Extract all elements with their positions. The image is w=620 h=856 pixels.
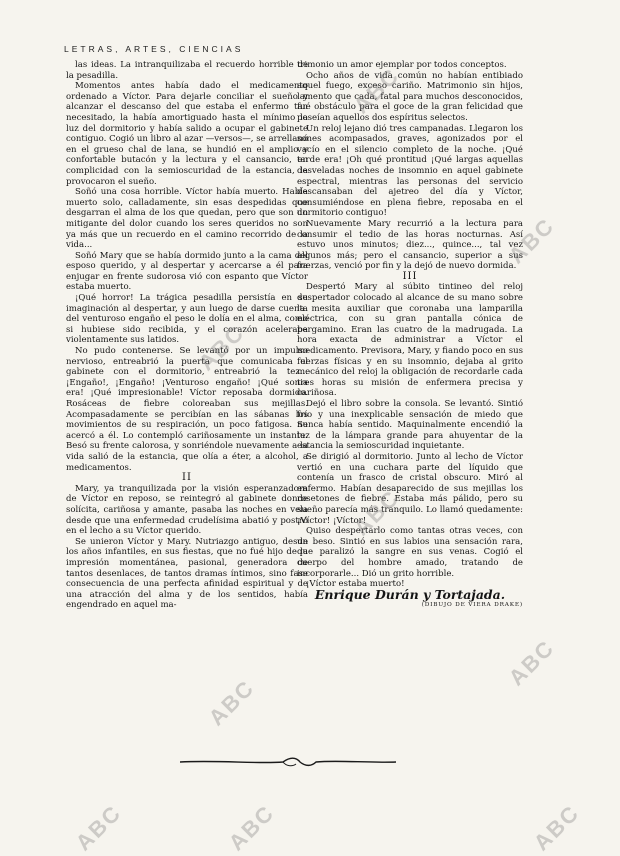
paragraph: Soñó una cosa horrible. Víctor había muerto. Había muerto solo, calladamente, sin esas despedidas que desgarran el alma de los que quedan, pero que son un mitigante del dolor cuando los seres queridos no son ya más que un recuerdo en el camino recorrido de la vida... bbox=[66, 187, 308, 251]
paragraph: Ocho años de vida común no habían entibiado aquel fuego, exceso cariño. Matrimonio sin hijos, lamento que cada, fatal para muchos desconocidos, fué obstáculo para el goce de la gran felicidad que poseían aquellos dos espíritus selectos. bbox=[297, 70, 523, 123]
paragraph: ¡Qué horror! La trágica pesadilla persistía en su imaginación al despertar, y aun luego de darse cuenta del venturoso engaño el peso le dolía en el alma, como si hubiese sido recibida, y el corazón aceleraba violentamente sus latidos. bbox=[66, 293, 308, 346]
paragraph: las ideas. La intranquilizaba el recuerdo horrible de la pesadilla. bbox=[66, 60, 308, 81]
watermark: ABC bbox=[348, 484, 405, 541]
running-header: LETRAS, ARTES, CIENCIAS bbox=[64, 44, 244, 54]
paragraph: Un reloj lejano dió tres campanadas. Llegaron los sones acompasados, graves, agonizados por el vacío en el silencio completo de la noche. ¡Qué tarde era! ¡Oh qué prontitud ¡Qué largas aquellas desveladas noches de insomnio en aquel gabinete espectral, mientras las personas del servicio descansaban del ajetreo del día y Víctor, consumiéndose en plena fiebre, reposaba en el dormitorio contiguo! bbox=[297, 123, 523, 219]
watermark: ABC bbox=[348, 62, 405, 119]
right-column bbox=[297, 60, 523, 611]
watermark: ABC bbox=[223, 799, 280, 856]
paragraph: Soñó Mary que se había dormido junto a la cama del esposo querido, y al despertar y acercarse a él para enjugar en frente sudorosa vió con espanto que Víctor estaba muerto. bbox=[66, 250, 308, 293]
author-signature: Enrique Durán y Tortajada. bbox=[314, 586, 506, 602]
paragraph: Nuevamente Mary recurrió a la lectura para consumir el tedio de las horas nocturnas. Así estuvo unos minutos; diez..., quince..., tal vez algunos más; pero el cansancio, superior a sus fuerzas, venció por fin y la dejó de nuevo dormida. bbox=[297, 218, 523, 272]
paragraph: Dejó el libro sobre la consola. Se levantó. Sintió frío y una inexplicable sensación de miedo que nunca había sentido. Maquinalmente encendió la luz de la lámpara grande para ahuyentar de la estancia la semioscuridad inquietante. bbox=[297, 399, 523, 452]
watermark: ABC bbox=[528, 799, 585, 856]
paragraph: trimonio un amor ejemplar por todos conceptos. bbox=[297, 60, 507, 70]
section-numeral-two: II bbox=[182, 472, 192, 484]
watermark: ABC bbox=[503, 212, 560, 269]
paragraph: Se unieron Víctor y Mary. Nutriazgo antiguo, desde los años infantiles, en sus fiestas, que no fué hijo de la impresión momentánea, pasional, generadora de tantos desenlaces, de tantos dramas íntimos, sino fase consecuencia de una perfecta afinidad espiritual y de una atracción del alma y de los sentidos, había engendrado en aquel ma- bbox=[66, 536, 308, 611]
watermark: ABC bbox=[193, 319, 250, 376]
watermark: ABC bbox=[503, 634, 560, 691]
illustration-credit: (DIBUJO DE VIERA DRAKE) bbox=[421, 602, 523, 609]
paragraph: ¡Víctor estaba muerto! bbox=[306, 579, 405, 590]
watermark: ABC bbox=[203, 674, 260, 731]
ornament-divider-icon bbox=[178, 754, 398, 770]
paragraph: Quiso despertarlo como tantas otras veces, con un beso. Sintió en sus labios una sensación rara, que paralizó la sangre en sus venas. Cogió el cuerpo del hombre amado, tratando de incorporarle... Dió un grito horrible. bbox=[297, 526, 523, 579]
section-numeral-three: III bbox=[402, 270, 418, 282]
watermark: ABC bbox=[70, 799, 127, 856]
paragraph: Se dirigió al dormitorio. Junto al lecho de Víctor vertió en una cuchara parte del líquido que contenía un frasco de cristal obscuro. Miró al enfermo. Habían desaparecido de sus mejillas los rosetones de fiebre. Estaba más pálido, pero su sueño parecía más tranquilo. Lo llamó quedamente: ¡Víctor! ¡Víctor! bbox=[297, 451, 523, 526]
paragraph: Momentos antes había dado el medicamento ordenado a Víctor. Para dejarle conciliar el sueño y alcanzar el descanso del que estaba el enfermo tan necesitado, la había amortiguado hasta el mínimo la luz del dormitorio y había salido a ocupar el gabinete contiguo. Cogió un libro al azar —versos—, se arrellanó en el grueso chal de lana, se hundió en el amplio y confortable butacón y la lectura y el cansancio, en complicidad con la semioscuridad de la estancia, la provocaron el sueño. bbox=[66, 81, 308, 187]
paragraph: Despertó Mary al súbito tintineo del reloj despertador colocado al alcance de su mano sobre la mesita auxiliar que coronaba una lamparilla eléctrica, con su gran pantalla cónica de pergamino. Eran las cuatro de la madrugada. La hora exacta de administrar a Víctor el medicamento. Previsora, Mary, y fiando poco en sus fuerzas físicas y en su insomnio, dejaba al grito mecánico del reloj la obligación de recordarle cada tres horas su misión de enfermera precisa y cariñosa. bbox=[297, 282, 523, 399]
left-column bbox=[66, 60, 308, 611]
paragraph: No pudo contenerse. Se levantó por un impulso nervioso, entreabrió la puerta que comunicaba el gabinete con el dormitorio, entreabrió la tez... ¡Engaño!, ¡Engaño! ¡Venturoso engaño! ¡Qué sonia era! ¡Qué impresionable! Víctor reposaba dormido. Rosáceas de fiebre coloreaban sus mejillas. Acompasadamente se percibían en las sábanas los movimientos de su respiración, un poco fatigosa. Se acercó a él. Lo contempló cariñosamente un instante. Besó su frente calorosa, y sonriéndole nuevamente a la vida salió de la estancia, que olía a éter, a alcohol, a medicamentos. bbox=[66, 346, 308, 473]
paragraph: Mary, ya tranquilizada por la visión esperanzadora de Víctor en reposo, se reintegró al gabinete donde solícita, cariñosa y amante, pasaba las noches en vela desde que una enfermedad crudelísima abatió y postró en el lecho a su Víctor querido. bbox=[66, 483, 308, 537]
